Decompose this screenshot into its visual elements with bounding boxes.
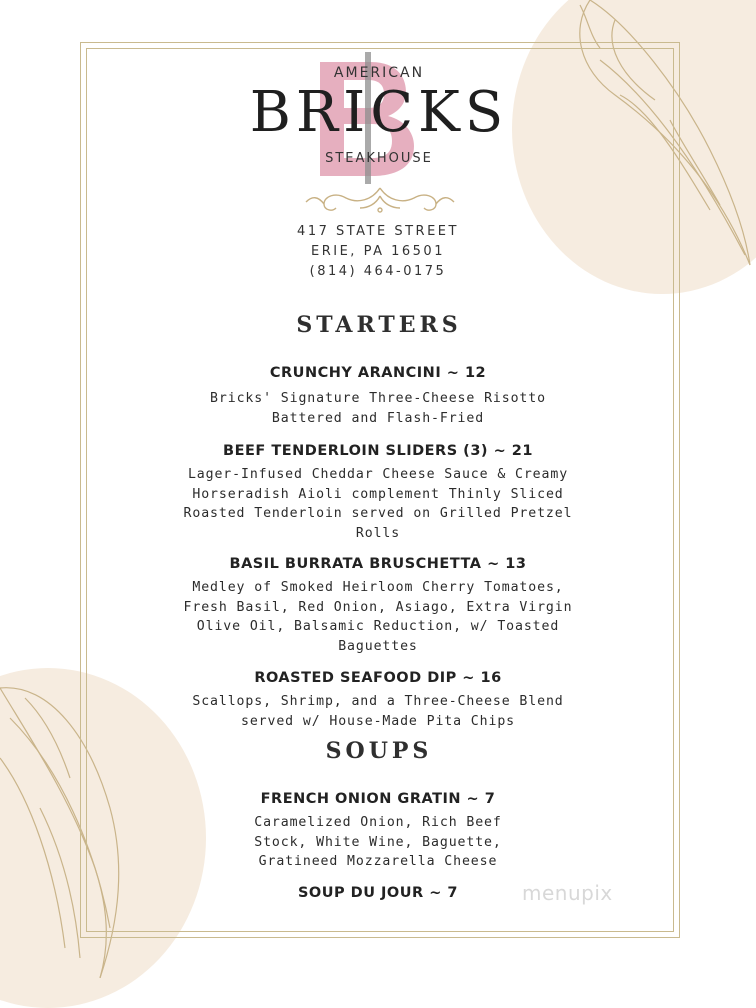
menu-item-description <box>150 692 606 731</box>
address-block <box>188 222 568 282</box>
description-line: Scallops, Shrimp, and a Three-Cheese Blend <box>192 694 564 709</box>
menu-item-description <box>150 813 606 872</box>
menu-item-description <box>150 389 606 428</box>
description-line: Caramelized Onion, Rich Beef <box>254 815 502 830</box>
menu-item <box>150 788 606 872</box>
description-line: Gratineed Mozzarella Cheese <box>258 854 498 869</box>
description-line: Fresh Basil, Red Onion, Asiago, Extra Virgin <box>183 599 573 615</box>
description-line: Roasted Tenderloin served on Grilled Pretzel <box>183 506 573 521</box>
section-title-starters: STARTERS <box>296 312 462 338</box>
logo-american-text: AMERICAN <box>333 65 425 81</box>
menu-item-name: BASIL BURRATA BRUSCHETTA ~ 13 <box>229 556 527 572</box>
address-street: 417 STATE STREET <box>297 224 459 239</box>
description-line: served w/ House-Made Pita Chips <box>240 713 516 729</box>
menu-item-name: BEEF TENDERLOIN SLIDERS (3) ~ 21 <box>223 443 533 459</box>
menu-item <box>150 440 606 543</box>
menu-item <box>150 362 606 428</box>
description-line: Stock, White Wine, Baguette, <box>254 834 502 850</box>
menu-item <box>150 667 606 731</box>
restaurant-logo <box>248 46 510 216</box>
description-line: Lager-Infused Cheddar Cheese Sauce & Creamy <box>187 467 569 482</box>
address-city: ERIE, PA 16501 <box>311 244 445 259</box>
watermark: menupix <box>522 881 613 905</box>
menu-item-description <box>150 578 606 656</box>
flourish-ornament-icon <box>302 182 458 216</box>
description-line: Baguettes <box>338 638 418 654</box>
section-title-soups: SOUPS <box>325 738 433 764</box>
description-line: Rolls <box>355 525 401 541</box>
logo-steakhouse-text: STEAKHOUSE <box>325 151 433 166</box>
description-line: Medley of Smoked Heirloom Cherry Tomatoes, <box>192 580 564 595</box>
menu-item-name: FRENCH ONION GRATIN ~ 7 <box>260 791 496 807</box>
menu-item <box>150 553 606 656</box>
logo-brand-name: BRICKS <box>249 80 509 145</box>
menu-item-description <box>150 465 606 543</box>
description-line: Olive Oil, Balsamic Reduction, w/ Toasted <box>196 619 560 634</box>
description-line: Bricks' Signature Three-Cheese Risotto <box>210 391 546 406</box>
menu-item-name: ROASTED SEAFOOD DIP ~ 16 <box>254 670 502 686</box>
menu-item-name: SOUP DU JOUR ~ 7 <box>297 885 459 901</box>
description-line: Battered and Flash-Fried <box>271 410 485 426</box>
menu-item-name: CRUNCHY ARANCINI ~ 12 <box>269 365 487 381</box>
address-phone[interactable]: (814) 464-0175 <box>309 264 447 279</box>
description-line: Horseradish Aioli complement Thinly Sliced <box>192 486 564 502</box>
